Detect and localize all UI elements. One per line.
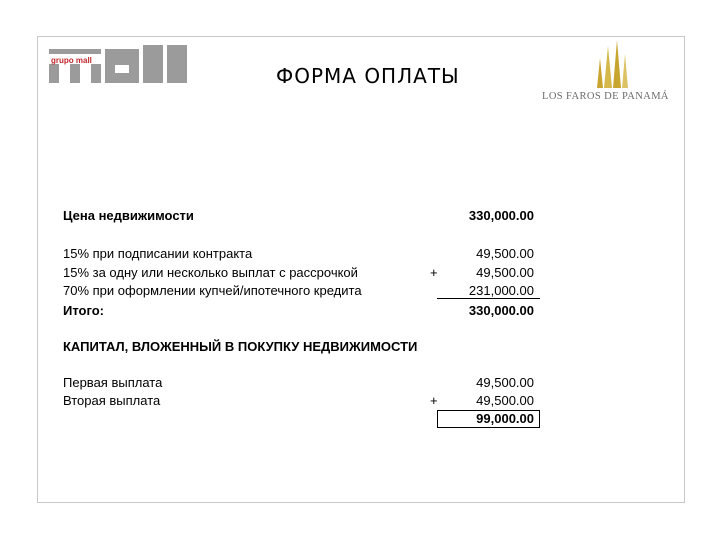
payment-value: 49,500.00 <box>476 246 534 261</box>
grupo-mall-logo <box>49 45 195 85</box>
capital-sum-value: 99,000.00 <box>476 411 534 426</box>
page-title: ФОРМА ОПЛАТЫ <box>276 64 460 88</box>
payment-row <box>63 245 538 263</box>
first-payment-value: 49,500.00 <box>476 375 534 390</box>
mall-wordmark-graphic <box>49 45 195 85</box>
sum-divider <box>437 298 540 299</box>
total-value: 330,000.00 <box>468 303 534 318</box>
payment-row <box>63 264 538 282</box>
first-payment-label: Первая выплата <box>63 375 163 390</box>
payment-label: 15% за одну или несколько выплат с рассрочкой <box>63 265 358 280</box>
los-faros-text: LOS FAROS DE PANAMÁ <box>542 91 669 102</box>
first-payment-row <box>63 374 538 392</box>
price-label: Цена недвижимости <box>63 208 194 223</box>
second-payment-value: 49,500.00 <box>476 393 534 408</box>
total-row <box>63 302 538 320</box>
second-payment-sign: + <box>430 393 438 408</box>
total-label: Итого: <box>63 303 104 318</box>
price-value: 330,000.00 <box>468 208 534 223</box>
los-faros-logo <box>540 40 690 106</box>
second-payment-label: Вторая выплата <box>63 393 161 408</box>
second-payment-row <box>63 392 538 410</box>
payment-sign: + <box>430 265 438 280</box>
capital-heading: КАПИТАЛ, ВЛОЖЕННЫЙ В ПОКУПКУ НЕДВИЖИМОСТИ <box>63 339 418 354</box>
payment-label: 15% при подписании контракта <box>63 246 253 261</box>
payment-label: 70% при оформлении купчей/ипотечного кредита <box>63 283 362 298</box>
price-row <box>63 207 538 225</box>
capital-sum-row <box>63 410 538 428</box>
payment-value: 49,500.00 <box>476 265 534 280</box>
grupo-mall-text: grupo mall <box>51 56 92 65</box>
payment-value: 231,000.00 <box>468 283 534 298</box>
towers-icon <box>540 40 690 90</box>
